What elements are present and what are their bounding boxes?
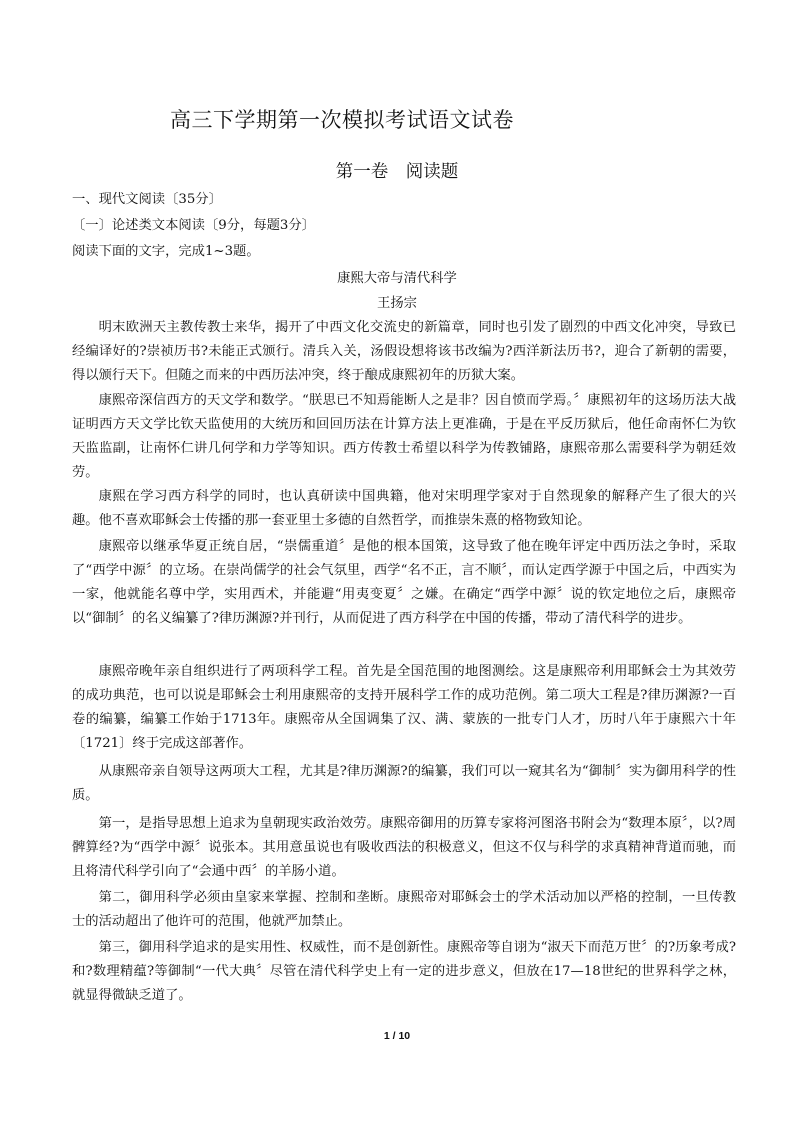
article-paragraph: 康熙在学习西方科学的同时，也认真研读中国典籍，他对宋明理学家对于自然现象的解释产生了很大的兴趣。他不喜欢耶稣会士传播的那一套亚里士多德的自然哲学，而推崇朱熹的格物致知论。	[72, 489, 736, 528]
article-paragraph: 第三，御用科学追求的是实用性、权威性，而不是创新性。康熙帝等自诩为“淑天下而范万世〞的?历象考成?和?数理精蕴?等御制“一代大典〞尽管在清代科学史上有一定的进步意义，但放在17—18世纪的世界科学之林，就显得微缺乏道了。	[72, 940, 736, 1003]
article-paragraph: 康熙帝深信西方的天文学和数学。“朕思已不知焉能断人之是非？因自愤而学焉。〞康熙初年的这场历法大战证明西方天文学比钦天监使用的大统历和回回历法在计算方法上更准确，于是在平反历狱后，他任命南怀仁为钦天监监副，让南怀仁讲几何学和力学等知识。西方传教士希望以科学为传教铺路，康熙帝那么需要科学为朝廷效劳。	[72, 393, 736, 480]
article-paragraph: 第一，是指导思想上追求为皇朝现实政治效劳。康熙帝御用的历算专家将河图洛书附会为“数理本原〞，以?周髀算经?为“西学中源〞说张本。其用意虽说也有吸收西法的积极意义，但这不仅与科学的求真精神背道而驰，而且将清代科学引向了“会通中西〞的羊肠小道。	[72, 816, 736, 879]
article-author: 王扬宗	[377, 296, 417, 311]
article-paragraph: 第二，御用科学必须由皇家来掌握、控制和垄断。康熙帝对耶稣会士的学术活动加以严格的控制，一旦传教士的活动超出了他许可的范围，他就严加禁止。	[72, 890, 736, 929]
question-subpart-heading: 〔一〕论述类文本阅读〔9分，每题3分〕	[72, 218, 315, 233]
article-paragraph: 从康熙帝亲自领导这两项大工程，尤其是?律历渊源?的编纂，我们可以一窥其名为“御制〞实为御用科学的性质。	[72, 764, 736, 803]
section-heading: 第一卷 阅读题	[335, 162, 459, 182]
page-number: 1 / 10	[383, 1030, 411, 1042]
article-paragraph: 康熙帝晚年亲自组织进行了两项科学工程。首先是全国范围的地图测绘。这是康熙帝利用耶稣会士为其效劳的成功典范，也可以说是耶稣会士利用康熙帝的支持开展科学工作的成功范例。第二项大工程是?律历渊源?一百卷的编纂，编纂工作始于1713年。康熙帝从全国调集了汉、满、蒙族的一批专门人才，历时八年于康熙六十年〔1721〕终于完成这部著作。	[72, 664, 736, 751]
reading-instruction: 阅读下面的文字，完成1~3题。	[72, 244, 260, 259]
article-paragraph: 康熙帝以继承华夏正统自居，“崇儒重道〞是他的根本国策，这导致了他在晚年评定中西历法之争时，采取了“西学中源〞的立场。在崇尚儒学的社会气氛里，西学“名不正，言不顺〞，而认定西学源于中国之后，中西实为一家，他就能名尊中学，实用西术，并能避“用夷变夏〞之嫌。在确定“西学中源〞说的钦定地位之后，康熙帝以“御制〞的名义编纂了?律历渊源?并刊行，从而促进了西方科学在中国的传播，带动了清代科学的进步。	[72, 539, 736, 626]
exam-title: 高三下学期第一次模拟考试语文试卷	[170, 108, 514, 132]
question-part-heading: 一、现代文阅读〔35分〕	[72, 192, 222, 207]
article-title: 康熙大帝与清代科学	[337, 271, 457, 286]
article-paragraph: 明末欧洲天主教传教士来华，揭开了中西文化交流史的新篇章，同时也引发了剧烈的中西文化冲突，导致已经编译好的?崇祯历书?未能正式颁行。清兵入关，汤假设想将该书改编为?西洋新法历书?，迎合了新朝的需要，得以颁行天下。但随之而来的中西历法冲突，终于酿成康熙初年的历狱大案。	[72, 320, 736, 383]
